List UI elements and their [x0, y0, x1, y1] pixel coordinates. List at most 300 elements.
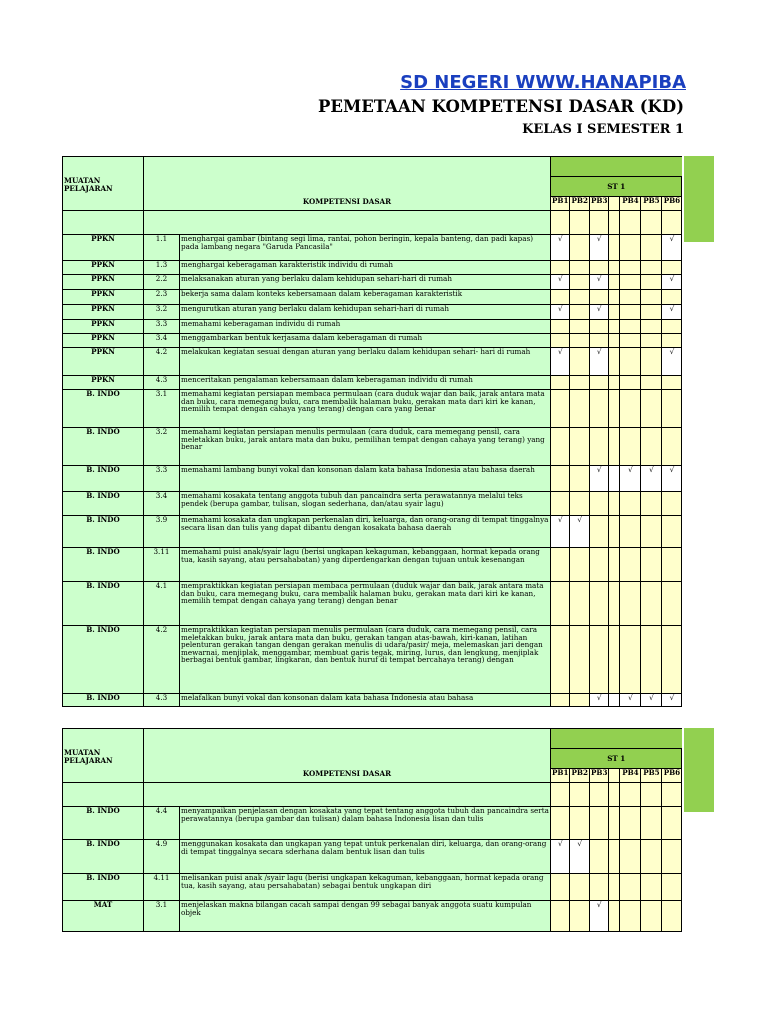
header-pb1: PB1 [551, 197, 570, 211]
kd-table-part-1 [62, 156, 682, 707]
kd-description-cell: memahami kegiatan persiapan membaca permulaan (cara duduk wajar dan baik, jarak antara mata dan buku, cara memegang buku, cara membalik halaman buku, gerakan mata dari kiri ke kanan, memilih tempat dengan cahaya yang terang) dengan cara yang benar [180, 390, 551, 428]
subject-cell: B. INDO [63, 626, 144, 694]
check-cell-pb3[interactable] [589, 840, 608, 874]
check-cell-pb1[interactable] [551, 582, 570, 626]
check-cell-pb3[interactable] [589, 516, 608, 548]
kd-description-cell: melaksanakan aturan yang berlaku dalam kehidupan sehari-hari di rumah [180, 275, 551, 290]
check-cell-pb2[interactable] [570, 235, 589, 261]
pb-spacer [609, 428, 620, 466]
check-cell-pb6[interactable] [662, 694, 682, 707]
kd-number-cell: 2.3 [144, 290, 180, 305]
check-cell-pb3[interactable] [589, 320, 608, 334]
header-blank [144, 783, 551, 807]
check-cell-pb4[interactable] [620, 807, 641, 840]
check-cell-pb1[interactable] [551, 290, 570, 305]
subject-cell: PPKN [63, 290, 144, 305]
check-cell-pb6[interactable] [662, 466, 682, 492]
kd-description-cell: menjelaskan makna bilangan cacah sampai dengan 99 sebagai banyak anggota suatu kumpulan objek [180, 901, 551, 932]
check-cell-pb1[interactable] [551, 320, 570, 334]
check-cell-pb5[interactable] [641, 548, 662, 582]
header-green-band [551, 157, 682, 177]
check-cell-pb1[interactable] [551, 466, 570, 492]
check-cell-pb6[interactable] [662, 275, 682, 290]
check-cell-pb6[interactable] [662, 548, 682, 582]
check-cell-pb1[interactable] [551, 874, 570, 901]
check-mark-icon: √ [577, 515, 583, 524]
check-cell-pb5[interactable] [641, 807, 662, 840]
kd-number-cell: 3.3 [144, 466, 180, 492]
check-cell-pb1[interactable] [551, 807, 570, 840]
kd-number-cell: 2.2 [144, 275, 180, 290]
pb-spacer [609, 197, 620, 211]
header-pb5: PB5 [641, 769, 662, 783]
kd-number-cell: 4.2 [144, 348, 180, 376]
check-cell-pb1[interactable] [551, 516, 570, 548]
kd-number-cell: 3.2 [144, 305, 180, 320]
table-row [63, 492, 682, 516]
header-pb1: PB1 [551, 769, 570, 783]
check-cell-pb4[interactable] [620, 874, 641, 901]
table-row [63, 582, 682, 626]
check-cell-pb2[interactable] [570, 807, 589, 840]
check-cell-pb1[interactable] [551, 261, 570, 275]
check-cell-pb2[interactable] [570, 492, 589, 516]
kd-number-cell: 3.2 [144, 428, 180, 466]
subject-cell: B. INDO [63, 582, 144, 626]
check-cell-pb5[interactable] [641, 901, 662, 932]
check-cell-pb3[interactable] [589, 492, 608, 516]
check-cell-pb1[interactable] [551, 390, 570, 428]
check-cell-pb6[interactable] [662, 840, 682, 874]
check-cell-pb3[interactable] [589, 694, 608, 707]
pb-spacer [609, 334, 620, 348]
check-cell-pb5[interactable] [641, 840, 662, 874]
table-row [63, 428, 682, 466]
check-cell-pb4[interactable] [620, 334, 641, 348]
check-cell-pb5[interactable] [641, 334, 662, 348]
kd-number-cell: 4.2 [144, 626, 180, 694]
check-cell-pb4[interactable] [620, 390, 641, 428]
check-mark-icon: √ [669, 347, 675, 356]
kd-number-cell: 4.9 [144, 840, 180, 874]
kd-number-cell: 1.1 [144, 235, 180, 261]
check-cell-pb6[interactable] [662, 290, 682, 305]
check-mark-icon: √ [577, 839, 583, 848]
table-row [63, 305, 682, 320]
table-row [63, 320, 682, 334]
subject-cell: PPKN [63, 235, 144, 261]
kd-description-cell: memahami keberagaman individu di rumah [180, 320, 551, 334]
kd-description-cell: menghargai gambar (bintang segi lima, rantai, pohon beringin, kepala banteng, dan padi kapas) pada lambang negara "Garuda Pancasila" [180, 235, 551, 261]
pb-spacer [609, 516, 620, 548]
subject-cell: B. INDO [63, 516, 144, 548]
pb-spacer [609, 290, 620, 305]
kd-description-cell: melisankan puisi anak /syair lagu (berisi ungkapan kekaguman, kebanggaan, hormat kepada orang tua, kasih sayang, atau persahabatan) sebagai bentuk ungkapan diri [180, 874, 551, 901]
pb-spacer [609, 261, 620, 275]
subject-cell: PPKN [63, 376, 144, 390]
check-cell-pb4[interactable] [620, 428, 641, 466]
header-band-extension-1 [684, 156, 714, 242]
header-pb6: PB6 [662, 769, 682, 783]
check-cell-pb2[interactable] [570, 261, 589, 275]
subject-cell: B. INDO [63, 390, 144, 428]
subject-cell: B. INDO [63, 466, 144, 492]
check-cell-pb1[interactable] [551, 901, 570, 932]
page-subtitle: KELAS I SEMESTER 1 [522, 122, 684, 137]
header-pb4: PB4 [620, 197, 641, 211]
check-cell-pb6[interactable] [662, 874, 682, 901]
table-row [63, 516, 682, 548]
kd-description-cell: memahami kegiatan persiapan menulis permulaan (cara duduk, cara memegang pensil, cara meletakkan buku, jarak antara mata dan buku, pemilihan tempat dengan cahaya yang terang) yang benar [180, 428, 551, 466]
kd-description-cell: menyampaikan penjelasan dengan kosakata yang tepat tentang anggota tubuh dan pancaindra serta perawatannya (berupa gambar dan tulisan) dalam bahasa Indonesia lisan dan tulis [180, 807, 551, 840]
kd-description-cell: menggambarkan bentuk kerjasama dalam keberagaman di rumah [180, 334, 551, 348]
check-cell-pb4[interactable] [620, 290, 641, 305]
check-mark-icon: √ [596, 465, 602, 474]
header-pb6: PB6 [662, 197, 682, 211]
kd-number-cell: 3.4 [144, 334, 180, 348]
check-mark-icon: √ [596, 274, 602, 283]
header-kompetensi-dasar: KOMPETENSI DASAR [144, 157, 551, 211]
check-cell-pb5[interactable] [641, 516, 662, 548]
check-cell-pb6[interactable] [662, 582, 682, 626]
kd-number-cell: 4.4 [144, 807, 180, 840]
kd-number-cell: 1.3 [144, 261, 180, 275]
check-mark-icon: √ [557, 274, 563, 283]
check-cell-pb6[interactable] [662, 320, 682, 334]
table-row [63, 466, 682, 492]
check-cell-pb3[interactable] [589, 548, 608, 582]
check-mark-icon: √ [596, 693, 602, 702]
check-cell-pb6[interactable] [662, 334, 682, 348]
table-row [63, 334, 682, 348]
check-cell-pb4[interactable] [620, 516, 641, 548]
check-cell-pb3[interactable] [589, 261, 608, 275]
header-pb4: PB4 [620, 769, 641, 783]
check-cell-pb2[interactable] [570, 348, 589, 376]
header-green-band [551, 729, 682, 749]
kd-description-cell: memahami puisi anak/syair lagu (berisi ungkapan kekaguman, kebanggaan, hormat kepada orang tua, kasih sayang, atau persahabatan) yang diperdengarkan dengan tujuan untuk kesenangan [180, 548, 551, 582]
check-cell-pb3[interactable] [589, 376, 608, 390]
check-mark-icon: √ [557, 234, 563, 243]
check-mark-icon: √ [596, 234, 602, 243]
check-cell-pb3[interactable] [589, 807, 608, 840]
table-row [63, 840, 682, 874]
pb-spacer [609, 694, 620, 707]
check-cell-pb4[interactable] [620, 626, 641, 694]
check-cell-pb2[interactable] [570, 694, 589, 707]
check-cell-pb2[interactable] [570, 290, 589, 305]
check-cell-pb1[interactable] [551, 548, 570, 582]
pb-spacer [609, 548, 620, 582]
kd-description-cell: memahami lambang bunyi vokal dan konsonan dalam kata bahasa Indonesia atau bahasa daerah [180, 466, 551, 492]
pb-spacer [609, 348, 620, 376]
page-title: PEMETAAN KOMPETENSI DASAR (KD) [317, 97, 684, 116]
check-cell-pb1[interactable] [551, 840, 570, 874]
header-muatan: MUATAN PELAJARAN [63, 157, 144, 211]
check-cell-pb1[interactable] [551, 235, 570, 261]
table-row [63, 694, 682, 707]
check-mark-icon: √ [649, 465, 654, 474]
header-pb5: PB5 [641, 197, 662, 211]
check-cell-pb3[interactable] [589, 390, 608, 428]
kd-table-part-2 [62, 728, 682, 932]
check-cell-pb3[interactable] [589, 334, 608, 348]
kd-number-cell: 3.11 [144, 548, 180, 582]
pb-spacer [609, 626, 620, 694]
subject-cell: B. INDO [63, 548, 144, 582]
subject-cell: B. INDO [63, 492, 144, 516]
check-cell-pb3[interactable] [589, 290, 608, 305]
pb-spacer [609, 390, 620, 428]
check-cell-pb6[interactable] [662, 516, 682, 548]
pb-spacer [609, 235, 620, 261]
kd-description-cell: menghargai keberagaman karakteristik individu di rumah [180, 261, 551, 275]
kd-description-cell: menggunakan kosakata dan ungkapan yang tepat untuk perkenalan diri, keluarga, dan orang-orang di tempat tinggalnya secara sderhana dalam bentuk lisan dan tulis [180, 840, 551, 874]
kd-description-cell: mempraktikkan kegiatan persiapan membaca permulaan (duduk wajar dan baik, jarak antara mata dan buku, cara memegang buku, cara membalik halaman buku, gerakan mata dari kiri ke kanan, memilih tempat dengan cahaya yang terang) dengan benar [180, 582, 551, 626]
kd-description-cell: melafalkan bunyi vokal dan konsonan dalam kata bahasa Indonesia atau bahasa [180, 694, 551, 707]
check-cell-pb6[interactable] [662, 428, 682, 466]
table-row [63, 348, 682, 376]
header-muatan: MUATAN PELAJARAN [63, 729, 144, 783]
check-cell-pb1[interactable] [551, 492, 570, 516]
check-cell-pb3[interactable] [589, 626, 608, 694]
kd-description-cell: menceritakan pengalaman kebersamaan dalam keberagaman individu di rumah [180, 376, 551, 390]
check-cell-pb2[interactable] [570, 840, 589, 874]
check-cell-pb2[interactable] [570, 320, 589, 334]
check-cell-pb3[interactable] [589, 235, 608, 261]
check-cell-pb4[interactable] [620, 466, 641, 492]
check-cell-pb1[interactable] [551, 348, 570, 376]
check-cell-pb2[interactable] [570, 334, 589, 348]
check-mark-icon: √ [649, 693, 654, 702]
check-cell-pb2[interactable] [570, 626, 589, 694]
check-cell-pb1[interactable] [551, 334, 570, 348]
check-mark-icon: √ [628, 465, 633, 474]
check-cell-pb1[interactable] [551, 626, 570, 694]
table-row [63, 548, 682, 582]
check-cell-pb2[interactable] [570, 305, 589, 320]
kd-number-cell: 4.3 [144, 376, 180, 390]
check-cell-pb5[interactable] [641, 874, 662, 901]
check-cell-pb6[interactable] [662, 390, 682, 428]
kd-description-cell: bekerja sama dalam konteks kebersamaan dalam keberagaman karakteristik [180, 290, 551, 305]
check-cell-pb2[interactable] [570, 466, 589, 492]
check-cell-pb3[interactable] [589, 275, 608, 290]
check-mark-icon: √ [596, 347, 602, 356]
check-cell-pb5[interactable] [641, 466, 662, 492]
table-row [63, 807, 682, 840]
subject-cell: B. INDO [63, 807, 144, 840]
subject-cell: PPKN [63, 275, 144, 290]
check-cell-pb5[interactable] [641, 376, 662, 390]
check-cell-pb3[interactable] [589, 582, 608, 626]
subject-cell: PPKN [63, 348, 144, 376]
header-st: ST 1 [551, 749, 682, 769]
check-mark-icon: √ [557, 347, 563, 356]
check-cell-pb6[interactable] [662, 901, 682, 932]
pb-spacer [609, 840, 620, 874]
pb-spacer [609, 769, 620, 783]
check-cell-pb2[interactable] [570, 516, 589, 548]
kd-description-cell: memahami kosakata dan ungkapan perkenalan diri, keluarga, dan orang-orang di tempat tinggalnya secara lisan dan tulis yang dapat dibantu dengan kosakata bahasa daerah [180, 516, 551, 548]
subject-cell: B. INDO [63, 840, 144, 874]
table-row [63, 290, 682, 305]
subject-cell: PPKN [63, 320, 144, 334]
subject-cell: PPKN [63, 305, 144, 320]
check-cell-pb6[interactable] [662, 376, 682, 390]
header-blank [63, 783, 144, 807]
kd-number-cell: 3.9 [144, 516, 180, 548]
check-cell-pb5[interactable] [641, 235, 662, 261]
kd-number-cell: 3.3 [144, 320, 180, 334]
subject-cell: B. INDO [63, 694, 144, 707]
table-row [63, 390, 682, 428]
check-cell-pb3[interactable] [589, 901, 608, 932]
header-band-extension-2 [684, 728, 714, 812]
check-mark-icon: √ [669, 465, 675, 474]
check-cell-pb4[interactable] [620, 548, 641, 582]
check-cell-pb4[interactable] [620, 694, 641, 707]
check-cell-pb4[interactable] [620, 582, 641, 626]
pb-spacer [609, 582, 620, 626]
check-mark-icon: √ [557, 515, 563, 524]
check-mark-icon: √ [557, 839, 563, 848]
kd-description-cell: memahami kosakata tentang anggota tubuh dan pancaindra serta perawatannya melalui teks pendek (berupa gambar, tulisan, slogan sederhana, dan/atau syair lagu) [180, 492, 551, 516]
check-cell-pb4[interactable] [620, 348, 641, 376]
check-cell-pb4[interactable] [620, 376, 641, 390]
header-pb2: PB2 [570, 769, 589, 783]
subject-cell: MAT [63, 901, 144, 932]
table-row [63, 626, 682, 694]
kd-number-cell: 3.1 [144, 901, 180, 932]
check-cell-pb2[interactable] [570, 390, 589, 428]
check-cell-pb5[interactable] [641, 492, 662, 516]
check-cell-pb4[interactable] [620, 901, 641, 932]
pb-spacer [609, 320, 620, 334]
kd-number-cell: 4.1 [144, 582, 180, 626]
check-cell-pb1[interactable] [551, 376, 570, 390]
check-cell-pb2[interactable] [570, 582, 589, 626]
check-mark-icon: √ [669, 693, 675, 702]
check-cell-pb5[interactable] [641, 428, 662, 466]
check-cell-pb6[interactable] [662, 626, 682, 694]
check-cell-pb5[interactable] [641, 305, 662, 320]
kd-description-cell: melakukan kegiatan sesuai dengan aturan yang berlaku dalam kehidupan sehari- hari di rumah [180, 348, 551, 376]
header-blank [63, 211, 144, 235]
header-blank [144, 211, 551, 235]
pb-spacer [609, 874, 620, 901]
check-cell-pb3[interactable] [589, 466, 608, 492]
pb-spacer [609, 305, 620, 320]
check-mark-icon: √ [669, 234, 675, 243]
check-cell-pb4[interactable] [620, 235, 641, 261]
check-cell-pb3[interactable] [589, 428, 608, 466]
check-cell-pb5[interactable] [641, 320, 662, 334]
subject-cell: B. INDO [63, 428, 144, 466]
check-cell-pb5[interactable] [641, 582, 662, 626]
check-cell-pb6[interactable] [662, 235, 682, 261]
check-cell-pb4[interactable] [620, 320, 641, 334]
check-cell-pb1[interactable] [551, 694, 570, 707]
check-cell-pb3[interactable] [589, 348, 608, 376]
subject-cell: PPKN [63, 334, 144, 348]
pb-spacer [609, 466, 620, 492]
check-cell-pb3[interactable] [589, 874, 608, 901]
check-cell-pb2[interactable] [570, 376, 589, 390]
pb-spacer [609, 807, 620, 840]
kd-number-cell: 4.11 [144, 874, 180, 901]
header-st: ST 1 [551, 177, 682, 197]
check-cell-pb2[interactable] [570, 874, 589, 901]
check-cell-pb4[interactable] [620, 305, 641, 320]
check-cell-pb6[interactable] [662, 348, 682, 376]
check-mark-icon: √ [596, 304, 602, 313]
check-cell-pb2[interactable] [570, 428, 589, 466]
header-kompetensi-dasar: KOMPETENSI DASAR [144, 729, 551, 783]
check-cell-pb6[interactable] [662, 261, 682, 275]
check-cell-pb5[interactable] [641, 261, 662, 275]
check-cell-pb2[interactable] [570, 901, 589, 932]
table-row [63, 901, 682, 932]
pb-spacer [609, 376, 620, 390]
table-row [63, 261, 682, 275]
pb-spacer [609, 901, 620, 932]
header-pb3: PB3 [589, 197, 608, 211]
check-cell-pb2[interactable] [570, 275, 589, 290]
kd-number-cell: 3.4 [144, 492, 180, 516]
check-mark-icon: √ [557, 304, 563, 313]
check-cell-pb6[interactable] [662, 807, 682, 840]
check-cell-pb5[interactable] [641, 390, 662, 428]
check-cell-pb5[interactable] [641, 290, 662, 305]
kd-number-cell: 3.1 [144, 390, 180, 428]
kd-description-cell: mempraktikkan kegiatan persiapan menulis permulaan (cara duduk, cara memegang pensil, cara meletakkan buku, jarak antara mata dan buku, gerakan tangan atas-bawah, kiri-kanan, latihan pelenturan gerakan tangan dengan gerakan menulis di udara/pasir/ meja, melemaskan jari dengan mewarnai, menjiplak, menggambar, membuat garis tegak, miring, lurus, dan lengkung, menjiplak berbagai bentuk gambar, lingkaran, dan bentuk huruf di tempat bercahaya terang) dengan [180, 626, 551, 694]
kd-description-cell: mengurutkan aturan yang berlaku dalam kehidupan sehari-hari di rumah [180, 305, 551, 320]
check-cell-pb2[interactable] [570, 548, 589, 582]
check-cell-pb5[interactable] [641, 626, 662, 694]
check-cell-pb1[interactable] [551, 428, 570, 466]
check-cell-pb1[interactable] [551, 275, 570, 290]
header-pb2: PB2 [570, 197, 589, 211]
check-cell-pb4[interactable] [620, 492, 641, 516]
check-cell-pb5[interactable] [641, 275, 662, 290]
subject-cell: B. INDO [63, 874, 144, 901]
pb-spacer [609, 492, 620, 516]
subject-cell: PPKN [63, 261, 144, 275]
check-cell-pb3[interactable] [589, 305, 608, 320]
table-row [63, 275, 682, 290]
check-mark-icon: √ [628, 693, 633, 702]
pb-spacer [609, 275, 620, 290]
check-mark-icon: √ [669, 274, 675, 283]
check-cell-pb6[interactable] [662, 492, 682, 516]
check-cell-pb4[interactable] [620, 261, 641, 275]
check-cell-pb4[interactable] [620, 840, 641, 874]
table-row [63, 235, 682, 261]
check-cell-pb5[interactable] [641, 348, 662, 376]
check-cell-pb1[interactable] [551, 305, 570, 320]
school-name-link[interactable]: SD NEGERI WWW.HANAPIBA [400, 72, 686, 93]
table-row [63, 376, 682, 390]
header-pb3: PB3 [589, 769, 608, 783]
kd-number-cell: 4.3 [144, 694, 180, 707]
check-cell-pb6[interactable] [662, 305, 682, 320]
check-mark-icon: √ [596, 900, 602, 909]
table-row [63, 874, 682, 901]
check-cell-pb5[interactable] [641, 694, 662, 707]
check-mark-icon: √ [669, 304, 675, 313]
check-cell-pb4[interactable] [620, 275, 641, 290]
